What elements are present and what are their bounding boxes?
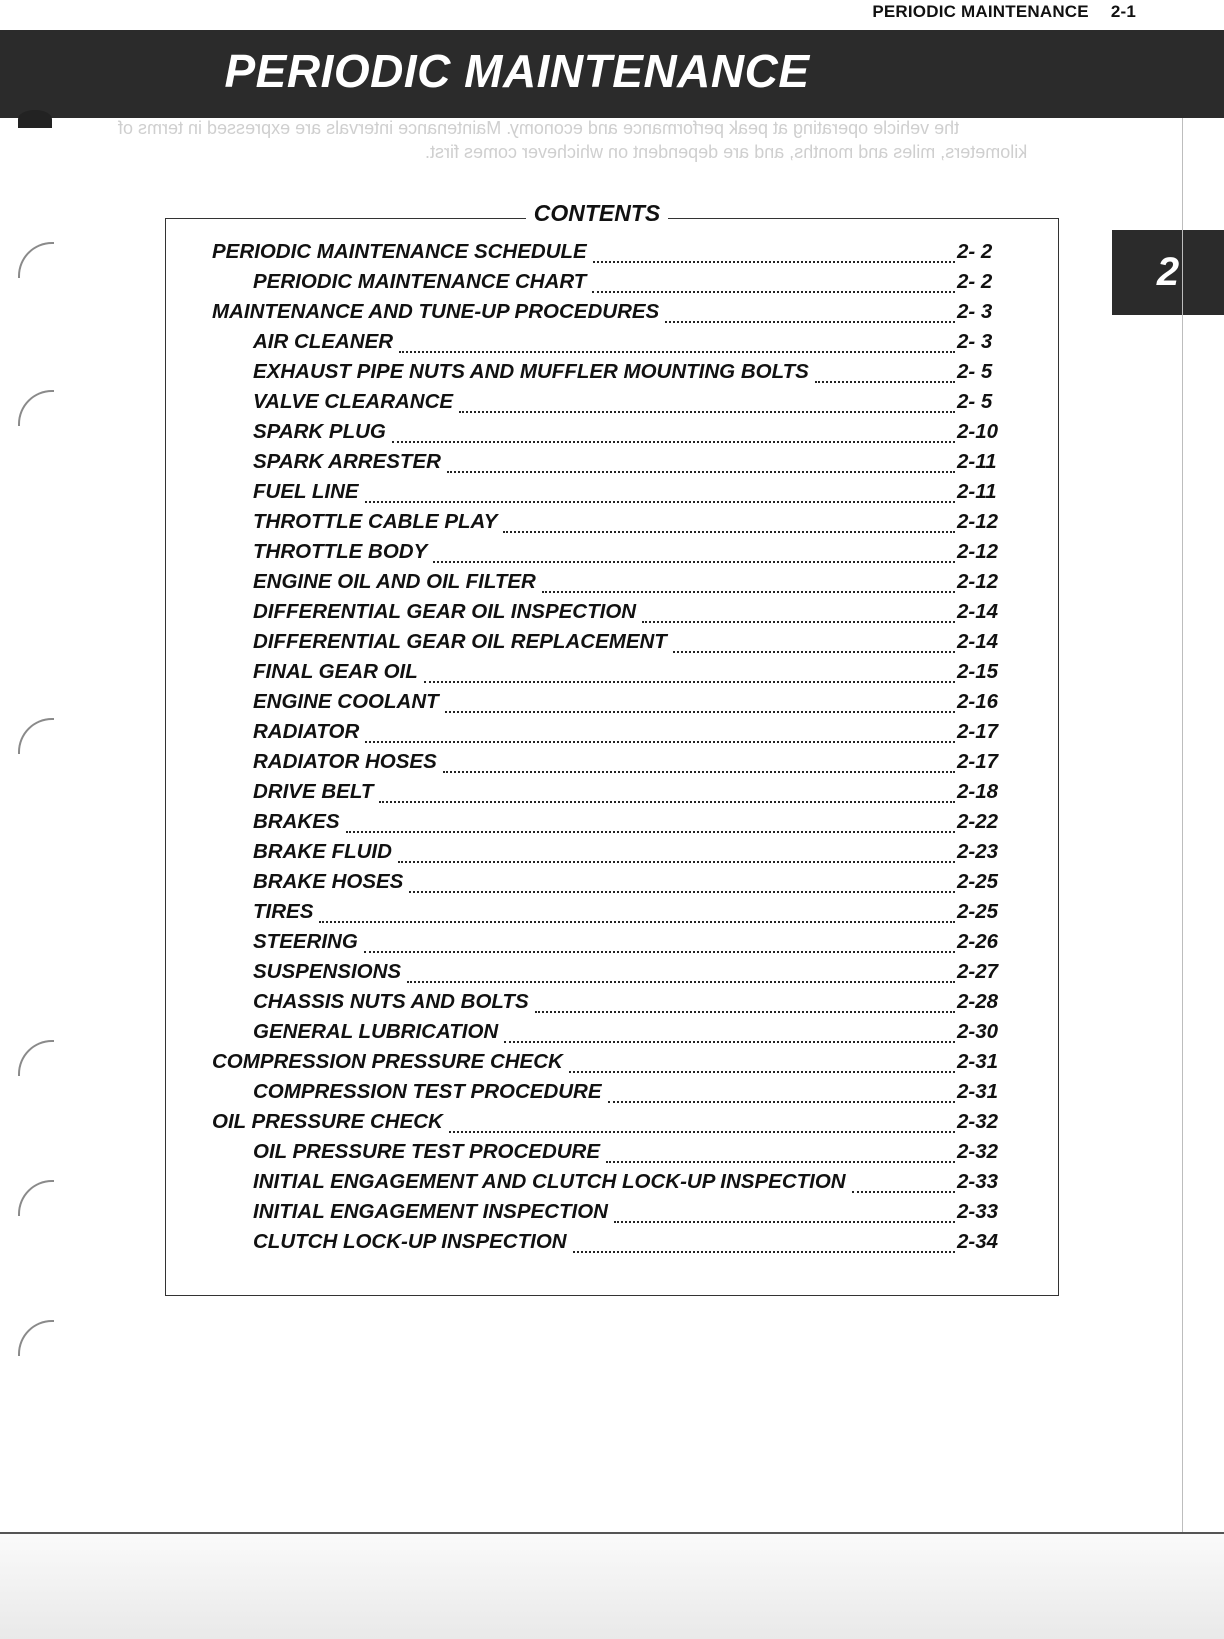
- toc-entry: [212, 990, 1007, 1020]
- toc-entry-label: TIRES: [253, 900, 314, 923]
- toc-entry-page: 2-25: [957, 900, 999, 923]
- toc-entry: [212, 450, 1007, 480]
- toc-entry-page: 2-15: [957, 660, 999, 683]
- toc-entry-label: DIFFERENTIAL GEAR OIL INSPECTION: [253, 600, 637, 623]
- binder-hole-mark: [18, 1320, 54, 1356]
- toc-leader-dots: [424, 680, 955, 683]
- toc-entry: [212, 840, 1007, 870]
- binder-hole-mark: [18, 718, 54, 754]
- running-header-page-number: 2-1: [1110, 2, 1136, 21]
- toc-leader-dots: [407, 980, 955, 983]
- toc-entry-label: CHASSIS NUTS AND BOLTS: [253, 990, 529, 1013]
- toc-entry: [212, 1200, 1007, 1230]
- toc-leader-dots: [443, 770, 955, 773]
- toc-entry: [212, 1110, 1007, 1140]
- toc-leader-dots: [379, 800, 955, 803]
- toc-entry-label: COMPRESSION TEST PROCEDURE: [253, 1080, 602, 1103]
- toc-entry-page: 2-33: [957, 1170, 999, 1193]
- toc-leader-dots: [665, 320, 955, 323]
- toc-entry-label: RADIATOR: [253, 720, 360, 743]
- toc-entry-page: 2-30: [957, 1020, 999, 1043]
- toc-entry-page: 2-34: [957, 1230, 999, 1253]
- toc-entry: [212, 480, 1007, 510]
- toc-entry-page: 2- 5: [957, 360, 993, 383]
- page-title: PERIODIC MAINTENANCE: [224, 45, 810, 97]
- toc-entry-page: 2-18: [957, 780, 999, 803]
- toc-leader-dots: [815, 380, 955, 383]
- toc-entry-page: 2-23: [957, 840, 999, 863]
- toc-leader-dots: [614, 1220, 955, 1223]
- toc-entry-label: STEERING: [253, 930, 358, 953]
- bleed-through-line: the vehicle operating at peak performance and economy. Maintenance intervals are expressed in terms of: [118, 118, 960, 138]
- toc-entry: [212, 240, 1007, 270]
- toc-leader-dots: [606, 1160, 955, 1163]
- toc-entry: [212, 750, 1007, 780]
- toc-leader-dots: [459, 410, 955, 413]
- toc-entry: [212, 270, 1007, 300]
- toc-entry: [212, 630, 1007, 660]
- toc-entry-page: 2-31: [957, 1050, 999, 1073]
- toc-entry-page: 2- 5: [957, 390, 993, 413]
- toc-leader-dots: [346, 830, 955, 833]
- toc-leader-dots: [535, 1010, 955, 1013]
- toc-entry-label: SPARK ARRESTER: [253, 450, 441, 473]
- binder-hole-mark: [18, 110, 52, 128]
- toc-entry: [212, 1050, 1007, 1080]
- toc-entry: [212, 1020, 1007, 1050]
- binder-hole-mark: [18, 1180, 54, 1216]
- toc-entry-label: AIR CLEANER: [253, 330, 394, 353]
- toc-entry-page: 2- 2: [957, 240, 993, 263]
- toc-entry: [212, 540, 1007, 570]
- toc-entry-page: 2-12: [957, 540, 999, 563]
- toc-entry-page: 2-16: [957, 690, 999, 713]
- toc-entry-label: COMPRESSION PRESSURE CHECK: [212, 1050, 563, 1073]
- contents-heading: CONTENTS: [526, 200, 669, 227]
- toc-entry-label: GENERAL LUBRICATION: [253, 1020, 499, 1043]
- toc-entry: [212, 600, 1007, 630]
- toc-leader-dots: [852, 1190, 955, 1193]
- toc-entry-label: DIFFERENTIAL GEAR OIL REPLACEMENT: [253, 630, 667, 653]
- toc-leader-dots: [608, 1100, 955, 1103]
- toc-entry-label: ENGINE COOLANT: [253, 690, 439, 713]
- toc-entry-label: BRAKES: [253, 810, 340, 833]
- toc-entry: [212, 360, 1007, 390]
- toc-leader-dots: [569, 1070, 955, 1073]
- toc-entry-page: 2-33: [957, 1200, 999, 1223]
- toc-entry-page: 2-11: [957, 480, 997, 503]
- toc-leader-dots: [364, 950, 955, 953]
- binder-hole-mark: [18, 390, 54, 426]
- toc-entry-label: DRIVE BELT: [253, 780, 374, 803]
- toc-entry-page: 2-28: [957, 990, 999, 1013]
- toc-entry-page: 2- 3: [957, 330, 993, 353]
- toc-entry: [212, 390, 1007, 420]
- chapter-title-bar: [0, 30, 1224, 118]
- toc-entry: [212, 720, 1007, 750]
- toc-entry: [212, 1080, 1007, 1110]
- toc-entry-label: BRAKE FLUID: [253, 840, 392, 863]
- toc-entry: [212, 1140, 1007, 1170]
- toc-entry-page: 2-31: [957, 1080, 999, 1103]
- toc-leader-dots: [593, 260, 955, 263]
- toc-entry: [212, 810, 1007, 840]
- toc-entry-label: MAINTENANCE AND TUNE-UP PROCEDURES: [212, 300, 660, 323]
- toc-entry: [212, 870, 1007, 900]
- contents-heading-wrap: [0, 200, 1224, 227]
- toc-entry-page: 2-14: [957, 600, 999, 623]
- toc-entry-label: FINAL GEAR OIL: [253, 660, 418, 683]
- toc-leader-dots: [399, 350, 955, 353]
- toc-leader-dots: [445, 710, 955, 713]
- toc-entry: [212, 900, 1007, 930]
- toc-entry-page: 2- 2: [957, 270, 993, 293]
- toc-entry-page: 2-17: [957, 750, 999, 773]
- toc-entry-label: INITIAL ENGAGEMENT INSPECTION: [253, 1200, 608, 1223]
- toc-entry-page: 2-11: [957, 450, 997, 473]
- toc-entry-label: SPARK PLUG: [253, 420, 386, 443]
- toc-leader-dots: [504, 1040, 955, 1043]
- binder-hole-mark: [18, 1040, 54, 1076]
- toc-leader-dots: [319, 920, 955, 923]
- toc-entry-label: RADIATOR HOSES: [253, 750, 437, 773]
- toc-leader-dots: [573, 1250, 955, 1253]
- toc-leader-dots: [542, 590, 955, 593]
- toc-leader-dots: [409, 890, 955, 893]
- toc-leader-dots: [642, 620, 955, 623]
- toc-entry-page: 2-14: [957, 630, 999, 653]
- toc-entry-label: ENGINE OIL AND OIL FILTER: [253, 570, 536, 593]
- toc-entry-label: SUSPENSIONS: [253, 960, 402, 983]
- toc-entry-page: 2-25: [957, 870, 999, 893]
- running-header-title: PERIODIC MAINTENANCE: [872, 2, 1089, 21]
- toc-entry-page: 2-32: [957, 1140, 999, 1163]
- toc-leader-dots: [365, 740, 955, 743]
- toc-entry-label: FUEL LINE: [253, 480, 359, 503]
- toc-entry: [212, 960, 1007, 990]
- toc-entry-label: OIL PRESSURE CHECK: [212, 1110, 443, 1133]
- toc-entry: [212, 300, 1007, 330]
- toc-entry-page: 2-10: [957, 420, 999, 443]
- toc-entry-page: 2-26: [957, 930, 999, 953]
- toc-entry: [212, 1230, 1007, 1260]
- toc-entry: [212, 510, 1007, 540]
- toc-entry: [212, 570, 1007, 600]
- toc-entry-page: 2-12: [957, 510, 999, 533]
- toc-leader-dots: [447, 470, 955, 473]
- running-header: [872, 2, 1136, 22]
- toc-entry: [212, 930, 1007, 960]
- chapter-tab: 2: [1112, 230, 1224, 315]
- toc-leader-dots: [592, 290, 955, 293]
- toc-entry-label: OIL PRESSURE TEST PROCEDURE: [253, 1140, 601, 1163]
- toc-leader-dots: [449, 1130, 955, 1133]
- bleed-through-line: kilometers, miles and months, and are dependent on whichever comes first.: [425, 142, 1028, 162]
- toc-leader-dots: [365, 500, 955, 503]
- toc-entry-page: 2-32: [957, 1110, 999, 1133]
- toc-entry-label: EXHAUST PIPE NUTS AND MUFFLER MOUNTING BOLTS: [253, 360, 809, 383]
- toc-entry-page: 2-12: [957, 570, 999, 593]
- toc-entry: [212, 330, 1007, 360]
- toc-entry: [212, 660, 1007, 690]
- toc-entry-label: PERIODIC MAINTENANCE CHART: [253, 270, 587, 293]
- toc-leader-dots: [433, 560, 955, 563]
- toc-entry-page: 2- 3: [957, 300, 993, 323]
- page-bottom-shadow: [0, 1534, 1224, 1639]
- toc-leader-dots: [673, 650, 955, 653]
- toc-entry: [212, 780, 1007, 810]
- binder-hole-mark: [18, 242, 54, 278]
- toc-leader-dots: [503, 530, 955, 533]
- page-edge: [1182, 118, 1183, 1532]
- toc-entry-page: 2-17: [957, 720, 999, 743]
- toc-entry-label: INITIAL ENGAGEMENT AND CLUTCH LOCK-UP INSPECTION: [253, 1170, 846, 1193]
- toc-leader-dots: [398, 860, 955, 863]
- toc-entry-label: CLUTCH LOCK-UP INSPECTION: [253, 1230, 567, 1253]
- toc-entry-page: 2-27: [957, 960, 999, 983]
- toc-entry: [212, 1170, 1007, 1200]
- toc-entry-label: VALVE CLEARANCE: [253, 390, 454, 413]
- toc-leader-dots: [392, 440, 955, 443]
- toc-entry: [212, 420, 1007, 450]
- table-of-contents: [212, 240, 1007, 1260]
- toc-entry-label: BRAKE HOSES: [253, 870, 404, 893]
- toc-entry-label: THROTTLE BODY: [253, 540, 428, 563]
- toc-entry-label: PERIODIC MAINTENANCE SCHEDULE: [212, 240, 587, 263]
- toc-entry-label: THROTTLE CABLE PLAY: [253, 510, 498, 533]
- toc-entry: [212, 690, 1007, 720]
- toc-entry-page: 2-22: [957, 810, 999, 833]
